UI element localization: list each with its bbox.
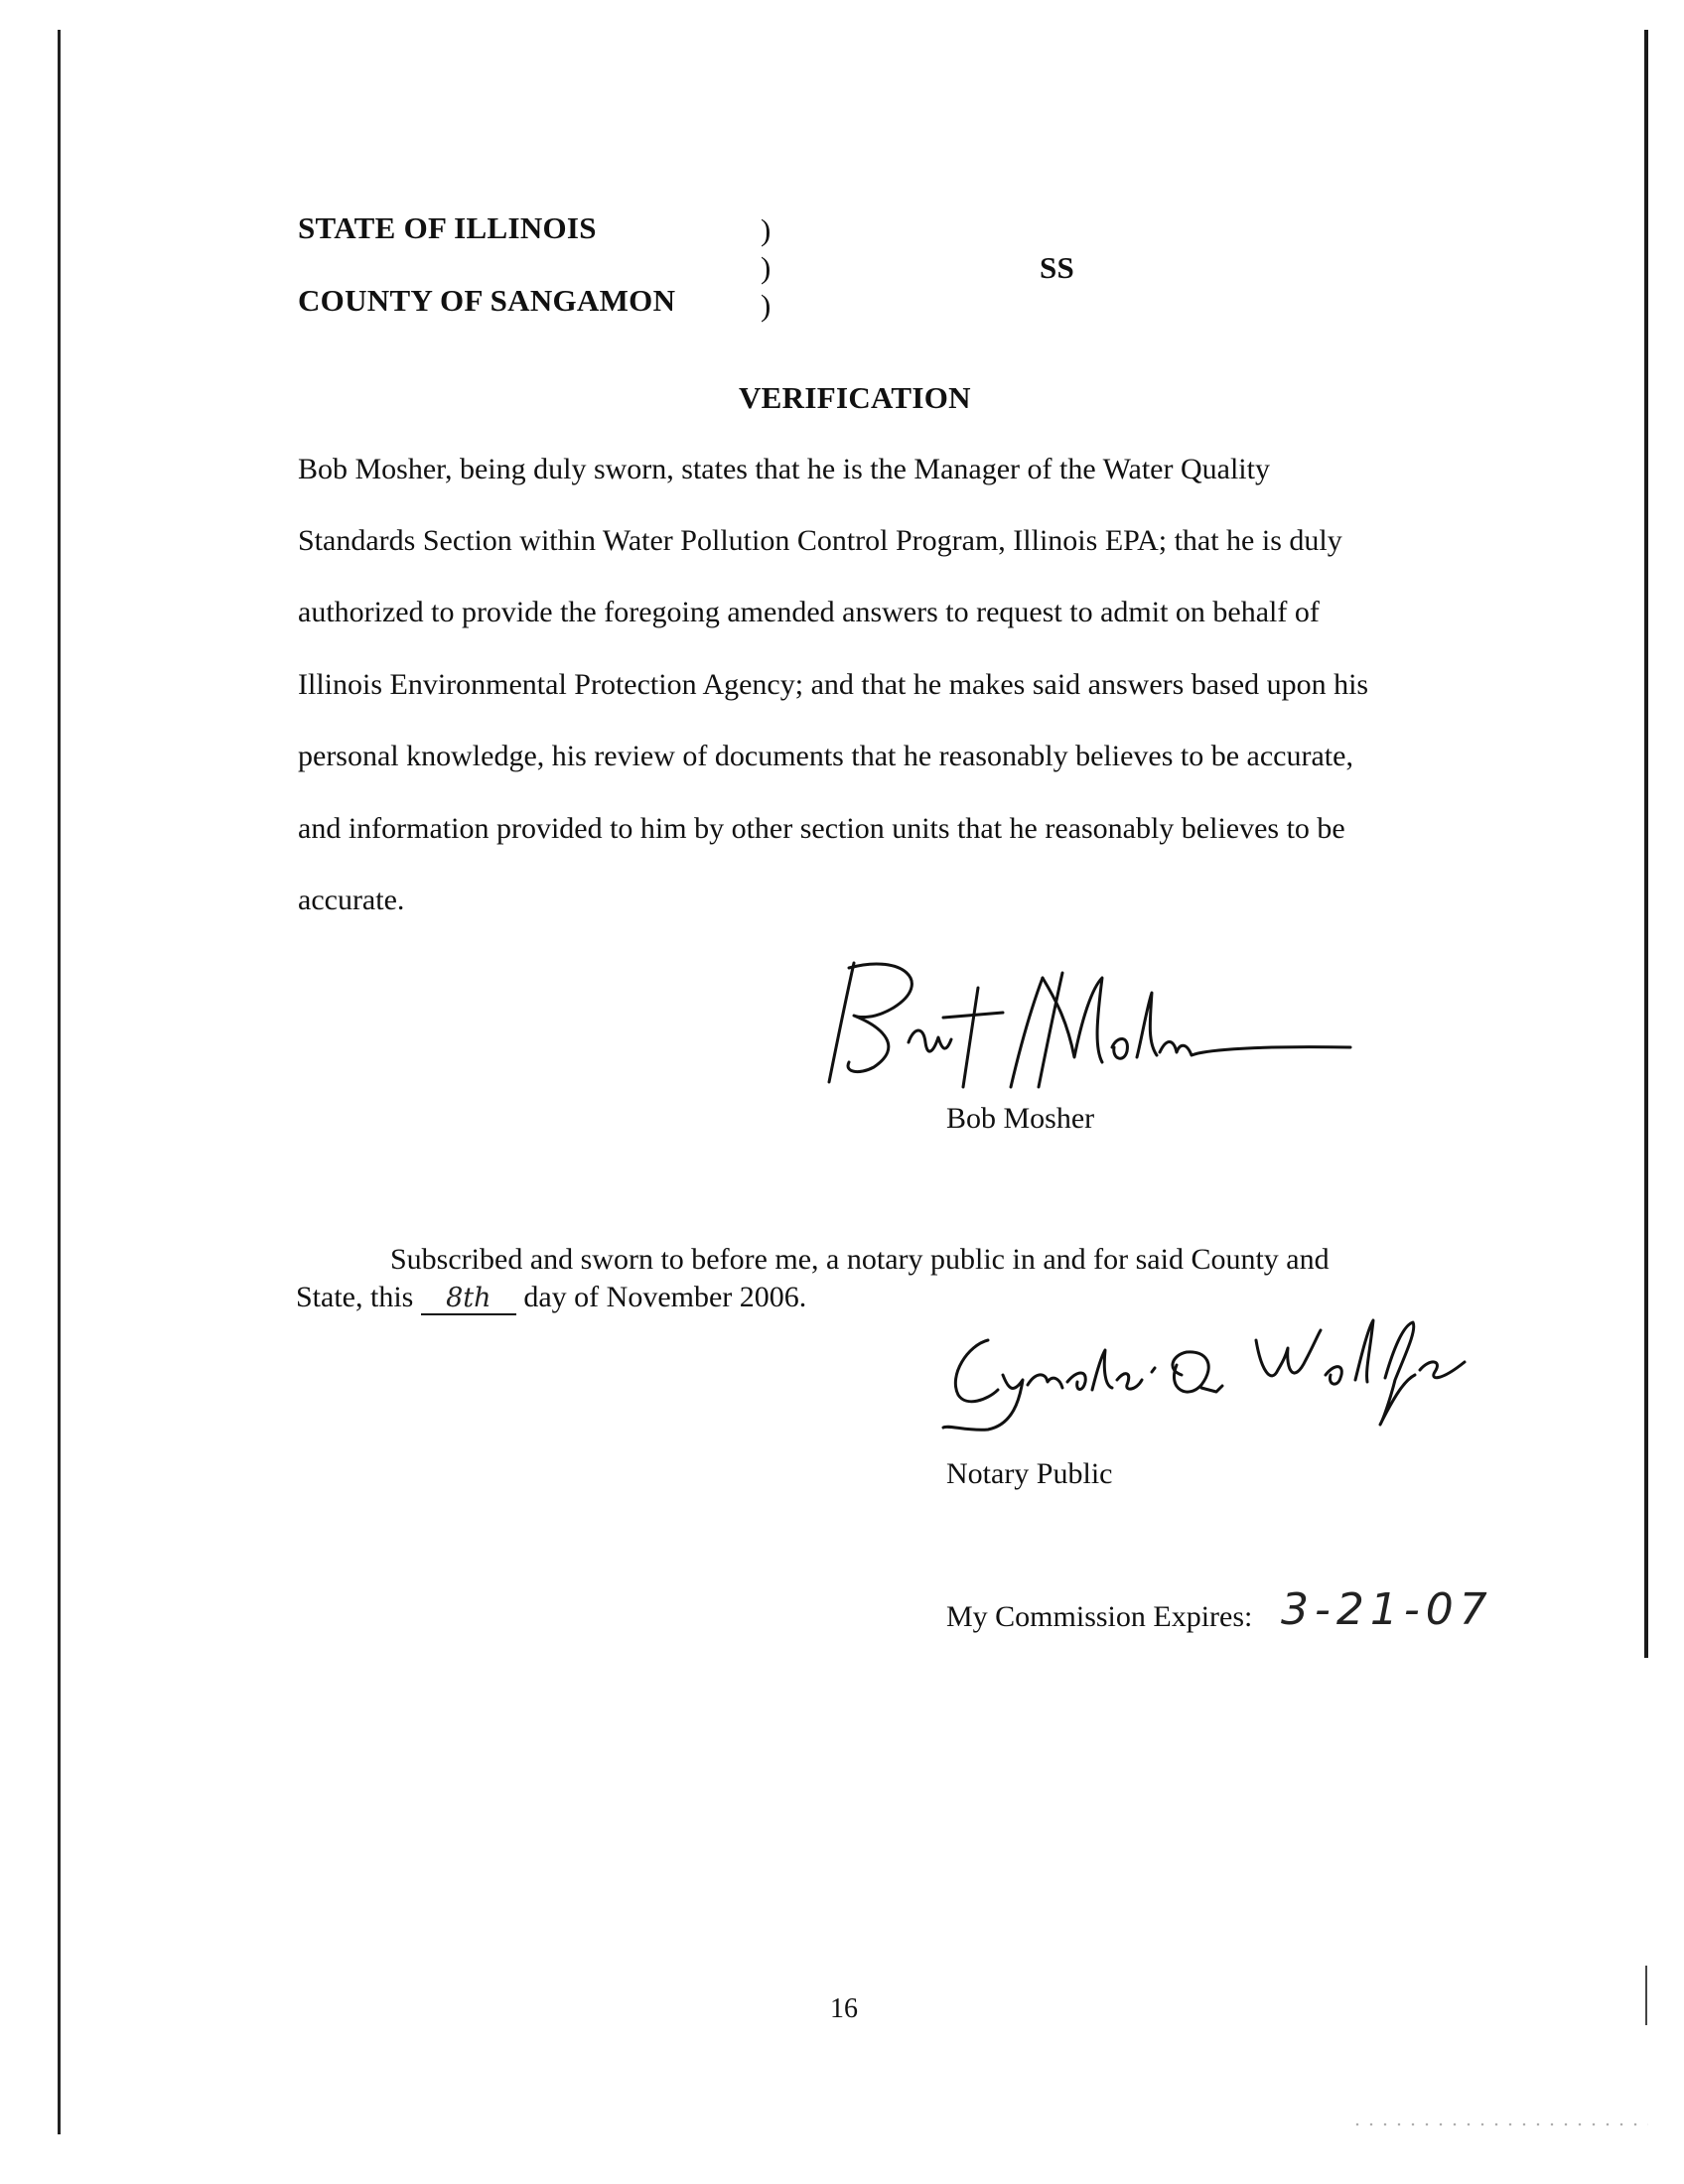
caption-ss: SS bbox=[1040, 250, 1075, 285]
scan-noise bbox=[1350, 2122, 1648, 2126]
document-title: VERIFICATION bbox=[739, 380, 971, 415]
scan-edge-right-lower bbox=[1645, 1966, 1647, 2025]
commission-date: 3-21-07 bbox=[1281, 1584, 1493, 1635]
caption-paren-1: ) bbox=[761, 212, 772, 247]
notary-signature bbox=[928, 1300, 1484, 1439]
notary-statement-line-2 bbox=[296, 1281, 806, 1315]
signer-signature bbox=[814, 948, 1370, 1097]
caption-county: COUNTY OF SANGAMON bbox=[298, 283, 676, 318]
scan-edge-right bbox=[1644, 30, 1648, 1658]
commission-label: My Commission Expires: bbox=[946, 1600, 1253, 1633]
notary-statement-suffix: day of November 2006. bbox=[523, 1281, 807, 1313]
body-line-5: personal knowledge, his review of documents that he reasonably believes to be accurate, bbox=[298, 740, 1353, 772]
body-line-6: and information provided to him by other section units that he reasonably believes to be bbox=[298, 812, 1345, 845]
body-line-3: authorized to provide the foregoing amended answers to request to admit on behalf of bbox=[298, 596, 1320, 628]
caption-paren-2: ) bbox=[761, 250, 772, 285]
notary-title: Notary Public bbox=[946, 1457, 1113, 1490]
signer-name: Bob Mosher bbox=[946, 1102, 1095, 1135]
caption-paren-3: ) bbox=[761, 288, 772, 323]
page-number: 16 bbox=[830, 1993, 858, 2024]
body-line-2: Standards Section within Water Pollution Control Program, Illinois EPA; that he is duly bbox=[298, 524, 1342, 557]
body-line-4: Illinois Environmental Protection Agency; and that he makes said answers based upon his bbox=[298, 668, 1369, 701]
body-line-7: accurate. bbox=[298, 884, 405, 916]
scan-edge-left bbox=[58, 30, 61, 2134]
body-line-1: Bob Mosher, being duly sworn, states that he is the Manager of the Water Quality bbox=[298, 453, 1270, 485]
caption-state: STATE OF ILLINOIS bbox=[298, 210, 597, 245]
notary-statement-line-1: Subscribed and sworn to before me, a notary public in and for said County and bbox=[390, 1243, 1330, 1276]
notary-day: 8th bbox=[421, 1283, 516, 1315]
notary-statement-prefix: State, this bbox=[296, 1281, 414, 1313]
